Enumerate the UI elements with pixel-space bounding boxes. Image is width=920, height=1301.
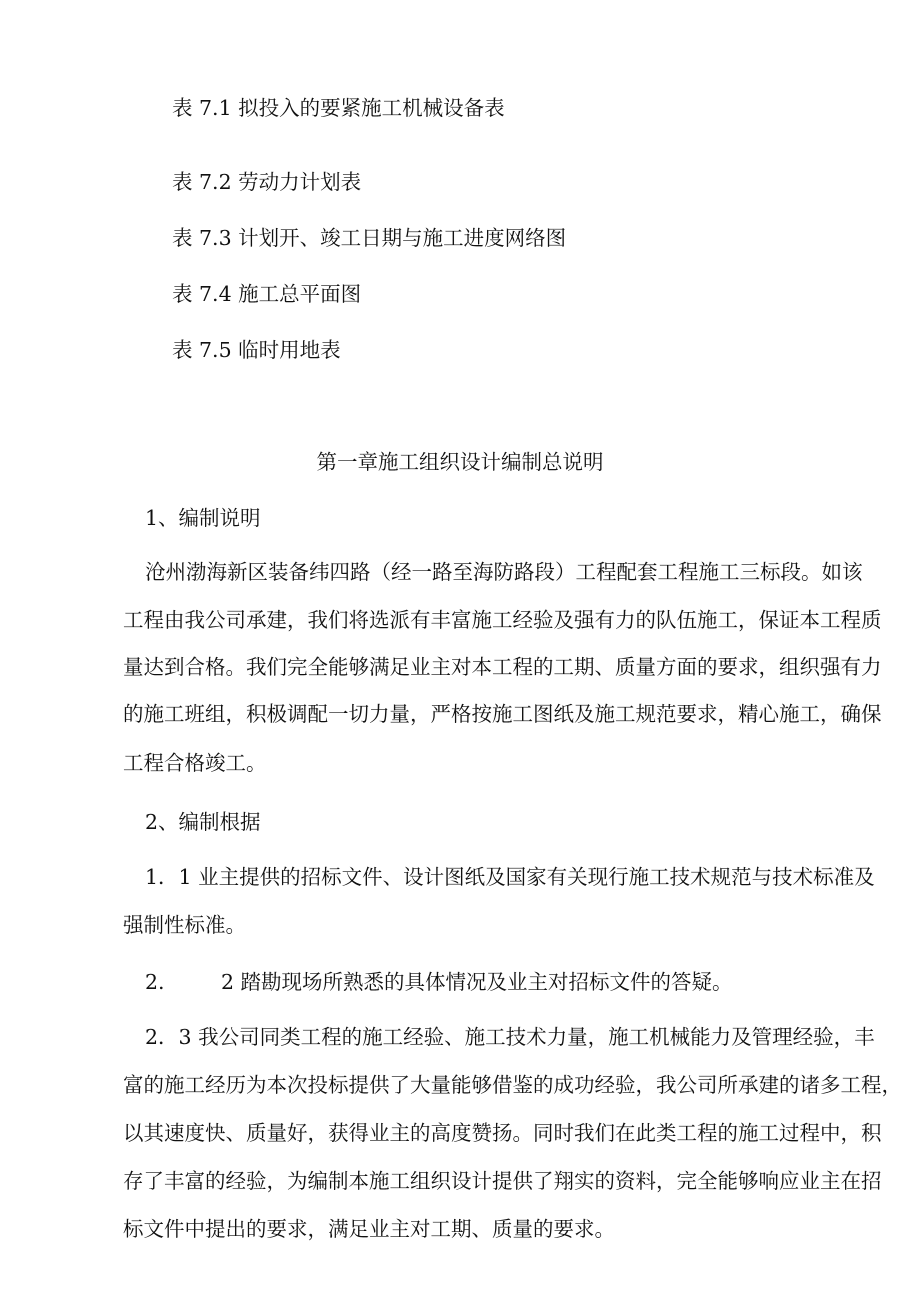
toc-item: 表 7.3 计划开、竣工日期与施工进度网络图 bbox=[172, 226, 567, 250]
paragraph-line: 工程合格竣工。 bbox=[123, 751, 267, 775]
paragraph-line: 沧州渤海新区装备纬四路（经一路至海防路段）工程配套工程施工三标段。如该 bbox=[145, 560, 863, 584]
paragraph-line: 以其速度快、质量好，获得业主的高度赞扬。同时我们在此类工程的施工过程中，积 bbox=[123, 1121, 882, 1145]
toc-item: 表 7.5 临时用地表 bbox=[172, 338, 341, 362]
toc-item: 表 7.1 拟投入的要紧施工机械设备表 bbox=[172, 96, 505, 120]
toc-item: 表 7.4 施工总平面图 bbox=[172, 282, 362, 306]
paragraph-line: 标文件中提出的要求，满足业主对工期、质量的要求。 bbox=[123, 1217, 615, 1241]
paragraph-line: 富的施工经历为本次投标提供了大量能够借鉴的成功经验，我公司所承建的诸多工程， bbox=[123, 1073, 902, 1097]
paragraph-line: 强制性标准。 bbox=[123, 913, 246, 937]
section-heading: 1、编制说明 bbox=[145, 506, 261, 530]
paragraph-line: 2 踏勘现场所熟悉的具体情况及业主对招标文件的答疑。 bbox=[221, 970, 733, 994]
paragraph-line: 的施工班组，积极调配一切力量，严格按施工图纸及施工规范要求，精心施工，确保 bbox=[123, 702, 882, 726]
paragraph-line: 存了丰富的经验，为编制本施工组织设计提供了翔实的资料，完全能够响应业主在招 bbox=[123, 1169, 882, 1193]
item-number: 2. bbox=[145, 970, 165, 994]
paragraph-line: 1．1 业主提供的招标文件、设计图纸及国家有关现行施工技术规范与技术标准及 bbox=[145, 865, 875, 889]
toc-item: 表 7.2 劳动力计划表 bbox=[172, 170, 362, 194]
section-heading: 2、编制根据 bbox=[145, 810, 261, 834]
paragraph-line: 工程由我公司承建，我们将选派有丰富施工经验及强有力的队伍施工，保证本工程质 bbox=[123, 608, 882, 632]
paragraph-line: 2．3 我公司同类工程的施工经验、施工技术力量，施工机械能力及管理经验，丰 bbox=[145, 1025, 875, 1049]
paragraph-line: 量达到合格。我们完全能够满足业主对本工程的工期、质量方面的要求，组织强有力 bbox=[123, 655, 882, 679]
chapter-title: 第一章施工组织设计编制总说明 bbox=[316, 450, 604, 474]
